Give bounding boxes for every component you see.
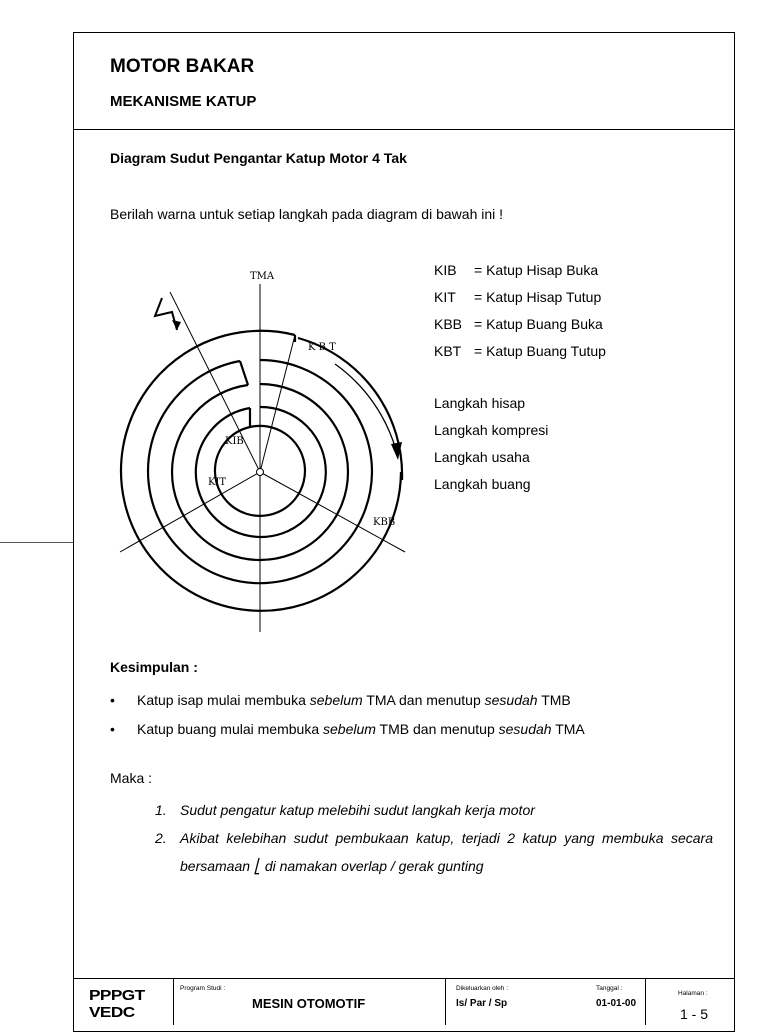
text-part: Katup isap mulai membuka [137, 692, 310, 708]
program-value: MESIN OTOMOTIF [252, 996, 366, 1011]
item-text: Akibat kelebihan sudut pembukaan katup, terjadi 2 katup yang membuka secara bersamaan ⎣ di namakan overlap / gerak gunting [180, 830, 713, 874]
item-text: Sudut pengatur katup melebihi sudut langkah kerja motor [180, 802, 535, 818]
section-title: Diagram Sudut Pengantar Katup Motor 4 Tak [110, 150, 407, 166]
legend-abbr: KBT [434, 343, 462, 359]
legend-item [434, 338, 606, 365]
page-value: 1 - 5 [680, 1006, 709, 1022]
conclusion-list [110, 686, 585, 744]
legend-item [434, 311, 606, 338]
kbb-label: KBB [373, 517, 396, 528]
kbt-line [260, 335, 295, 472]
stroke-item: Langkah hisap [434, 395, 526, 411]
spark-icon [155, 298, 177, 330]
page-cell [645, 979, 735, 1025]
kbt-label: K B T [308, 342, 336, 353]
text-part: TMB dan menutup [375, 721, 499, 737]
emphasis-text: sesudah [484, 692, 538, 708]
numbered-item [155, 796, 713, 824]
issued-label: Dikeluarkan oleh : [456, 985, 509, 992]
legend-abbr: KIT [434, 289, 456, 305]
program-cell [173, 979, 445, 1025]
legend-meaning: = Katup Buang Tutup [474, 343, 606, 359]
stroke-item: Langkah kompresi [434, 422, 549, 438]
maka-label: Maka : [110, 770, 153, 786]
legend-meaning: = Katup Buang Buka [474, 316, 603, 332]
conclusion-title: Kesimpulan : [110, 659, 198, 675]
numbered-item [155, 824, 713, 880]
valve-timing-diagram [110, 262, 410, 642]
text-part: TMA dan menutup [362, 692, 485, 708]
bullet-icon: • [110, 692, 115, 708]
legend-meaning: = Katup Hisap Tutup [474, 289, 602, 305]
footer-table [73, 978, 735, 1025]
legend-abbr: KIB [434, 262, 457, 278]
item-number: 1. [155, 802, 167, 818]
margin-line [0, 542, 73, 543]
legend-meaning: = Katup Hisap Buka [474, 262, 599, 278]
legend-item [434, 257, 606, 284]
page-label: Halaman : [678, 990, 708, 997]
legend [434, 257, 606, 365]
legend-item [434, 284, 606, 311]
emphasis-text: sebelum [323, 721, 376, 737]
instruction-text: Berilah warna untuk setiap langkah pada diagram di bawah ini ! [110, 206, 504, 222]
issued-value: Is/ Par / Sp [456, 998, 508, 1009]
valve-timing-diagram-svg [110, 262, 410, 642]
text-part: TMA [551, 721, 585, 737]
bullet-icon: • [110, 721, 115, 737]
page-subtitle: MEKANISME KATUP [110, 93, 257, 110]
numbered-list [155, 796, 713, 880]
header-divider [73, 129, 735, 130]
item-number: 2. [155, 830, 167, 846]
legend-abbr: KBB [434, 316, 463, 332]
program-label: Program Studi : [180, 985, 226, 992]
stroke-item: Langkah usaha [434, 449, 530, 465]
page-title: MOTOR BAKAR [110, 56, 255, 77]
stroke-item: Langkah buang [434, 476, 531, 492]
emphasis-text: sebelum [309, 692, 363, 708]
date-label: Tanggal : [596, 985, 623, 992]
tma-label: TMA [250, 271, 275, 282]
kbb-line [260, 472, 405, 552]
logo-line: VEDC [89, 1004, 135, 1021]
text-part: TMB [537, 692, 571, 708]
text-part: Katup buang mulai membuka [137, 721, 323, 737]
emphasis-text: sesudah [498, 721, 552, 737]
conclusion-item [110, 715, 585, 744]
issued-cell [445, 979, 645, 1025]
kib-label: KIB [225, 436, 244, 447]
logo-line: PPPGT [89, 987, 145, 1004]
conclusion-item [110, 686, 585, 715]
kit-label: KIT [208, 477, 227, 488]
stroke-list [434, 390, 548, 498]
logo [89, 987, 145, 1021]
date-value: 01-01-00 [596, 998, 637, 1009]
spiral-arc-2 [298, 338, 402, 480]
